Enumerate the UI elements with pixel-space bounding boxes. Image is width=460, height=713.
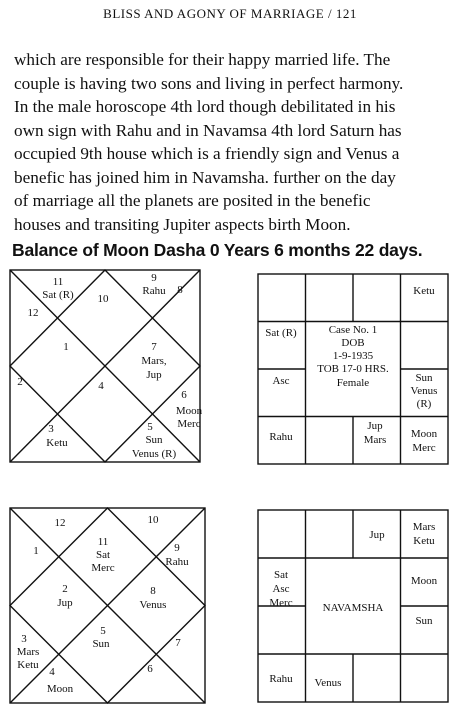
house-number: 10 xyxy=(97,293,109,305)
house-number: 10 xyxy=(147,514,159,526)
house-number: 7 xyxy=(175,637,181,649)
planet-label: Moon xyxy=(46,683,74,695)
dob-label: DOB xyxy=(341,337,365,349)
planet-label: Sun xyxy=(145,434,163,446)
planet-label: Jup xyxy=(57,597,73,609)
house-number: 1 xyxy=(33,545,39,557)
planet-label: Rahu xyxy=(165,556,189,568)
house-number: 6 xyxy=(181,389,187,401)
planet-label: Mars xyxy=(16,646,40,658)
house-number: 3 xyxy=(48,423,54,435)
house-number: 9 xyxy=(174,542,180,554)
house-number: 6 xyxy=(147,663,153,675)
paragraph-line: own sign with Rahu and in Navamsa 4th lord Saturn has xyxy=(14,120,402,140)
house-number: 2 xyxy=(17,376,23,388)
house-number: 12 xyxy=(54,517,66,529)
house-number: 8 xyxy=(150,585,156,597)
house-number: 11 xyxy=(97,536,109,548)
planet-label: Asc xyxy=(272,583,290,595)
paragraph-line: of marriage all the planets are posited in the benefic xyxy=(14,191,371,210)
planet-label: Moon xyxy=(410,428,438,440)
planet-label: Sat (R) xyxy=(265,327,297,339)
page-header: BLISS AND AGONY OF MARRIAGE / 121 xyxy=(103,6,357,21)
planet-label: Ketu xyxy=(413,285,435,297)
house-number: 4 xyxy=(98,380,104,392)
planet-label: Mars xyxy=(412,521,436,533)
planet-label: Asc xyxy=(272,375,290,387)
tob-value: TOB 17-0 HRS. xyxy=(317,363,389,375)
planet-label: Rahu xyxy=(269,673,293,685)
house-number: 11 xyxy=(52,276,64,288)
paragraph-line: benefic has joined him in Navamsha. further on the day xyxy=(14,167,396,187)
planet-label: Sun xyxy=(415,372,433,384)
house-number: 2 xyxy=(62,583,68,595)
planet-label: Merc xyxy=(269,597,293,609)
paragraph-line: which are responsible for their happy married life. The xyxy=(14,50,391,69)
dasha-balance-heading: Balance of Moon Dasha 0 Years 6 months 22 days. xyxy=(12,240,423,260)
planet-label: Sun xyxy=(415,615,433,627)
house-number: 9 xyxy=(151,272,157,284)
planet-label: (R) xyxy=(416,398,432,410)
planet-label: Venus xyxy=(314,677,342,689)
planet-label: Sat xyxy=(95,549,111,561)
house-number: 12 xyxy=(27,307,39,319)
navamsha-title: NAVAMSHA xyxy=(322,602,384,614)
house-number: 5 xyxy=(100,625,106,637)
house-number: 3 xyxy=(21,633,27,645)
planet-label: Rahu xyxy=(269,431,293,443)
case-number: Case No. 1 xyxy=(328,324,378,336)
house-number: 1 xyxy=(63,341,69,353)
paragraph-line: houses and transiting Jupiter aspects birth Moon. xyxy=(14,214,351,234)
planet-label: Merc xyxy=(412,442,436,454)
planet-label: Sat (R) xyxy=(42,289,74,301)
planet-label: Jup xyxy=(146,369,162,381)
planet-label: Venus xyxy=(139,599,167,611)
planet-label: Merc xyxy=(91,562,115,574)
planet-label: Sat xyxy=(273,569,289,581)
planet-label: Moon xyxy=(410,575,438,587)
house-number: 7 xyxy=(151,341,157,353)
planet-label: Moon xyxy=(175,405,203,417)
planet-label: Ketu xyxy=(413,535,435,547)
planet-label: Jup xyxy=(367,420,383,432)
paragraph-line: couple is having two sons and living in perfect harmony. xyxy=(14,73,404,93)
planet-label: Mars xyxy=(363,434,387,446)
paragraph-line: occupied 9th house which is a friendly sign and Venus a xyxy=(14,144,400,163)
paragraph-line: In the male horoscope 4th lord though debilitated in his xyxy=(14,97,396,116)
house-number: 8 xyxy=(177,284,183,296)
dob-value: 1-9-1935 xyxy=(332,350,374,362)
planet-label: Merc xyxy=(177,418,201,430)
planet-label: Mars, xyxy=(141,355,167,367)
planet-label: Rahu xyxy=(142,285,166,297)
planet-label: Ketu xyxy=(46,437,68,449)
planet-label: Jup xyxy=(369,529,385,541)
house-number: 4 xyxy=(49,666,55,678)
house-number: 5 xyxy=(147,421,153,433)
planet-label: Venus xyxy=(410,385,438,397)
planet-label: Sun xyxy=(92,638,110,650)
planet-label: Venus (R) xyxy=(131,448,177,460)
planet-label: Ketu xyxy=(17,659,39,671)
gender-value: Female xyxy=(336,377,370,389)
